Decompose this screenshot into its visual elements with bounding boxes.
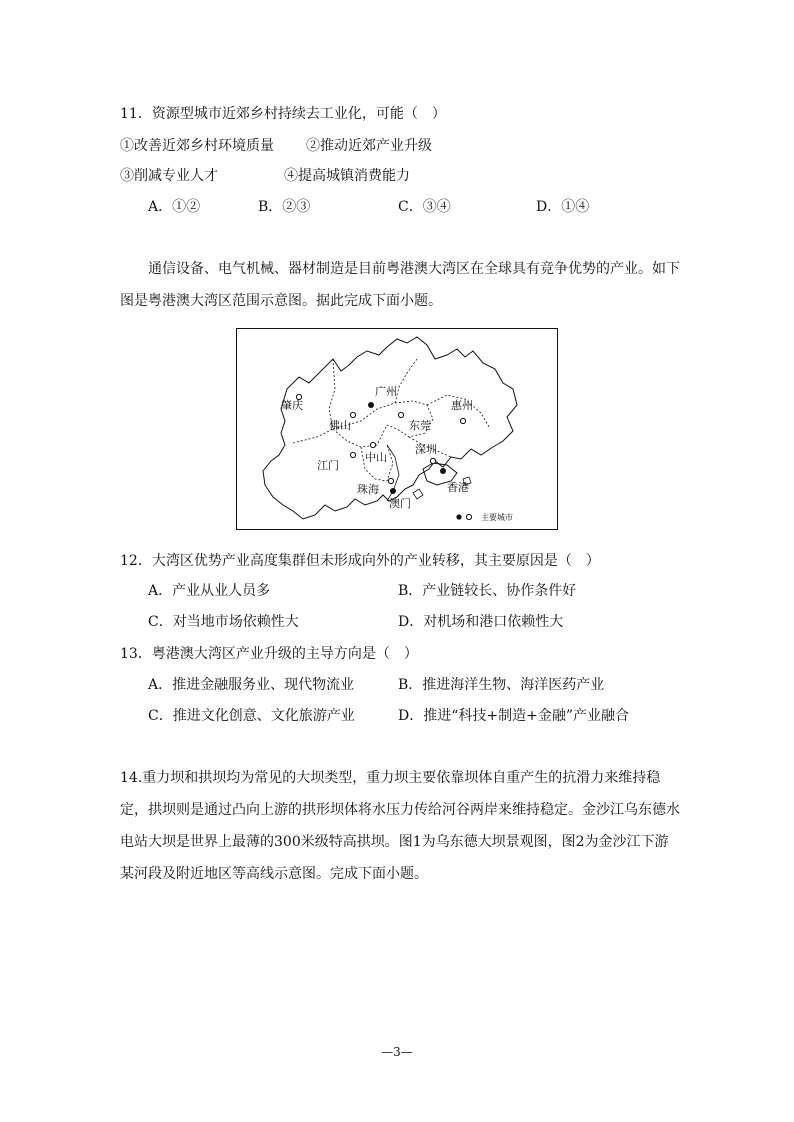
q14-paragraph: 14.重力坝和拱坝均为常见的大坝类型，重力坝主要依靠坝体自重产生的抗滑力来维持稳定，拱坝则是通过凸向上游的拱形坝体将水压力传给河谷两岸来维持稳定。金沙江乌东德水电站大坝是世界上最薄的300米级特高拱坝。图1为乌东德大坝景观图，图2为金沙江下游某河段及附近地区等高线示意图。完成下面小题。 (120, 770, 680, 882)
q11-item-2: ②推动近郊产业升级 (306, 138, 432, 154)
marker-huizhou (460, 418, 465, 423)
map-landmass (263, 337, 517, 519)
marker-macau (390, 488, 396, 494)
marker-dongguan (398, 412, 403, 417)
label-guangzhou: 广州 (375, 385, 397, 398)
q13-option-b: B．推进海洋生物、海洋医药产业 (398, 677, 605, 693)
intro-paragraph: 通信设备、电气机械、器材制造是目前粤港澳大湾区在全球具有竞争优势的产业。如下图是粤港澳大湾区范围示意图。据此完成下面小题。 (120, 261, 680, 309)
label-shenzhen: 深圳 (415, 443, 437, 456)
legend-marker-filled (456, 514, 461, 519)
q13-option-c: C．推进文化创意、文化旅游产业 (148, 708, 355, 724)
q13-option-a: A．推进金融服务业、现代物流业 (148, 677, 355, 693)
marker-foshan (350, 412, 355, 417)
page-number: —3— (381, 1045, 413, 1059)
legend-marker-hollow (466, 514, 471, 519)
bay-area-map (236, 328, 558, 530)
q12-option-b: B．产业链较长、协作条件好 (398, 583, 577, 599)
label-zhuhai: 珠海 (357, 483, 379, 496)
q13-stem: 13．粤港澳大湾区产业升级的主导方向是（ ） (120, 646, 418, 662)
q11-option-b: B．②③ (258, 199, 311, 215)
map-island-1 (413, 489, 423, 499)
label-foshan: 佛山 (329, 419, 351, 432)
q11-item-1: ①改善近郊乡村环境质量 (120, 138, 274, 154)
q12-option-a: A．产业从业人员多 (148, 583, 271, 599)
marker-hongkong (440, 468, 446, 474)
q11-option-c: C．③④ (398, 199, 451, 215)
q12-option-d: D．对机场和港口依赖性大 (398, 614, 564, 630)
q12-stem: 12．大湾区优势产业高度集群但未形成向外的产业转移，其主要原因是（ ） (120, 553, 600, 569)
label-zhongshan: 中山 (365, 451, 387, 464)
q13-option-d: D．推进“科技+制造+金融”产业融合 (398, 708, 629, 724)
marker-zhuhai (388, 478, 393, 483)
label-macau: 澳门 (389, 497, 411, 510)
label-dongguan: 东莞 (409, 419, 431, 432)
label-zhaoqing: 肇庆 (281, 399, 303, 412)
label-hongkong: 香港 (447, 481, 469, 494)
q11-stem: 11．资源型城市近郊乡村持续去工业化，可能（ ） (120, 106, 446, 122)
label-huizhou: 惠州 (451, 399, 473, 412)
marker-shenzhen (430, 458, 435, 463)
q11-item-4: ④提高城镇消费能力 (284, 168, 410, 184)
q11-item-3: ③削减专业人才 (120, 168, 218, 184)
map-drawing (237, 329, 557, 529)
map-boundary-8 (293, 429, 333, 443)
marker-jiangmen (350, 452, 355, 457)
q11-option-d: D．①④ (536, 199, 590, 215)
q12-option-c: C．对当地市场依赖性大 (148, 614, 299, 630)
marker-guangzhou (368, 402, 374, 408)
marker-zhongshan (370, 442, 375, 447)
legend-label: 主要城市 (481, 513, 513, 522)
q11-option-a: A．①② (148, 199, 201, 215)
label-jiangmen: 江门 (317, 459, 339, 472)
